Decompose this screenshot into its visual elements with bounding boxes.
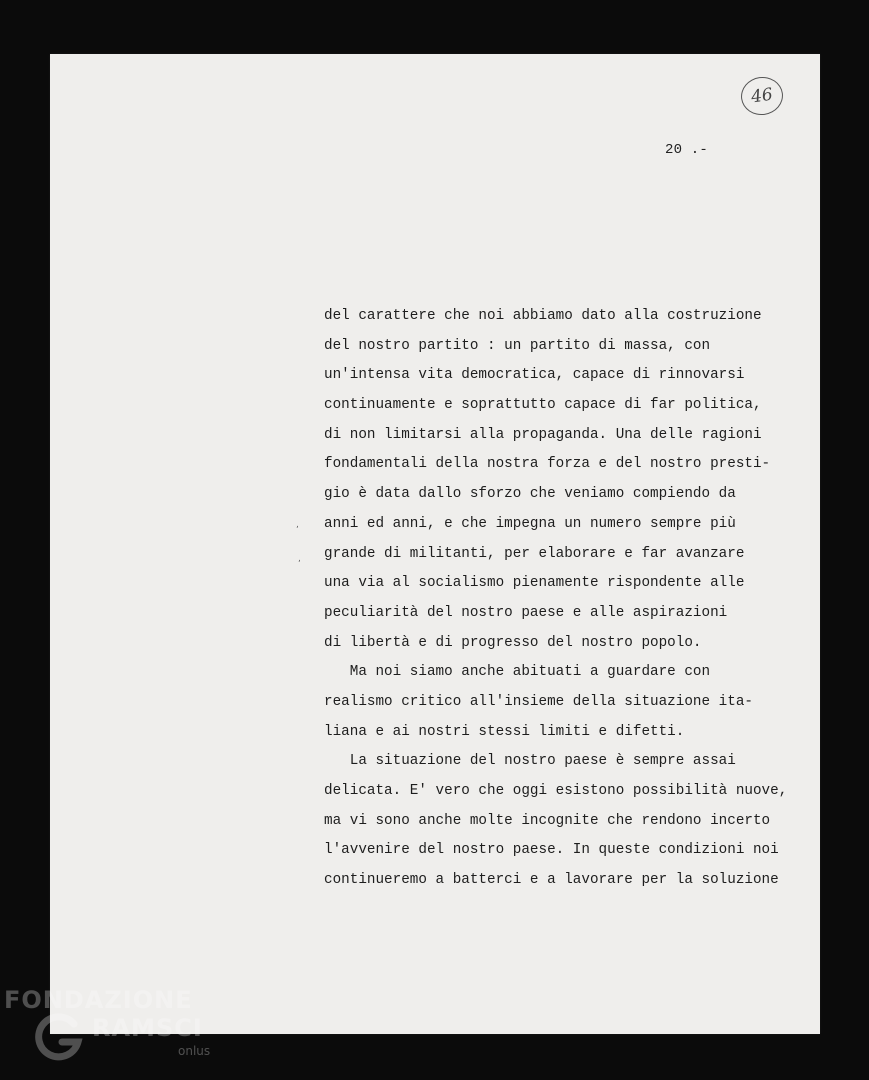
text-line: del nostro partito : un partito di massa, con [324, 337, 711, 354]
text-line: un'intensa vita democratica, capace di rinnovarsi [324, 367, 745, 384]
text-line: di non limitarsi alla propaganda. Una delle ragioni [324, 426, 762, 443]
text-line: anni ed anni, e che impegna un numero sempre più [324, 515, 736, 532]
text-line: fondamentali della nostra forza e del nostro presti- [324, 456, 771, 473]
archive-number: 46 [749, 84, 775, 108]
margin-mark: , [298, 554, 301, 564]
document-page [50, 54, 820, 1034]
text-line: grande di militanti, per elaborare e far avanzare [324, 545, 745, 562]
page-number: 20 .- [665, 142, 709, 158]
archive-number-stamp [739, 74, 786, 117]
text-line: continuamente e soprattutto capace di far politica, [324, 397, 762, 414]
text-line: continueremo a batterci e a lavorare per la soluzione [324, 872, 779, 889]
typewritten-body [324, 302, 816, 896]
text-line: gio è data dallo sforzo che veniamo compiendo da [324, 486, 736, 503]
watermark-suffix: onlus [178, 1044, 211, 1058]
watermark-line-1: FONDAZIONE [4, 986, 193, 1014]
text-line: di libertà e di progresso del nostro popolo. [324, 634, 702, 651]
text-line: Ma noi siamo anche abituati a guardare con [324, 664, 711, 681]
margin-mark: , [296, 520, 299, 530]
text-line: realismo critico all'insieme della situazione ita- [324, 693, 753, 710]
text-line: l'avvenire del nostro paese. In queste condizioni noi [324, 842, 779, 859]
fondazione-gramsci-watermark [4, 986, 224, 1076]
text-line: liana e ai nostri stessi limiti e difetti. [324, 723, 685, 740]
text-line: delicata. E' vero che oggi esistono possibilità nuove, [324, 783, 788, 799]
text-line: peculiarità del nostro paese e alle aspirazioni [324, 604, 728, 621]
text-line: La situazione del nostro paese è sempre assai [324, 753, 736, 770]
text-line: ma vi sono anche molte incognite che rendono incerto [324, 812, 771, 829]
gramsci-g-logo-icon [34, 1012, 86, 1064]
text-line: una via al socialismo pienamente rispondente alle [324, 575, 745, 592]
text-line: del carattere che noi abbiamo dato alla costruzione [324, 308, 762, 324]
watermark-line-2: RAMSCI [92, 1014, 203, 1042]
